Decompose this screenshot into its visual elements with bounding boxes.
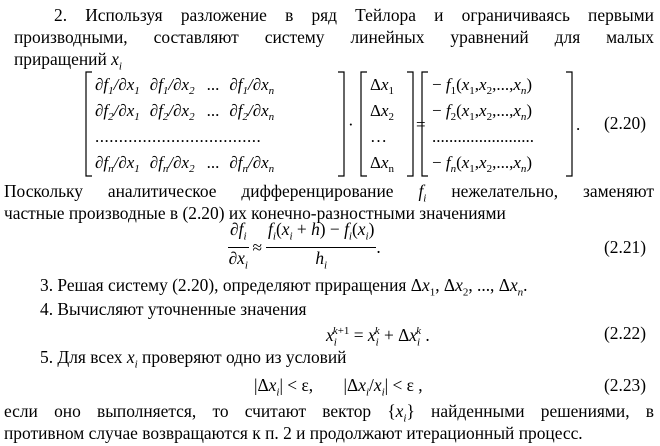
svg-text:Δxn: $\Delta x_n$ xyxy=(370,153,394,175)
para2-line2: частные производные в (2.20) их конечно-разностными значениями xyxy=(4,203,506,223)
equation-2-21: $\frac{\partial f_i}{\partial x_i}$ ≈ $\frac{f_i(x_i + h) - f_i(x_i)}{h_i}$ . xyxy=(228,219,381,271)
svg-text:·: · xyxy=(348,115,354,134)
svg-text:........................: ........................ xyxy=(432,127,534,146)
final-line1: если оно выполняется, то считают вектор $\{x_i\}$ найденными решениями, в xyxy=(4,401,655,425)
svg-text:..............................: ................................... xyxy=(95,127,262,146)
equation-number-2-20: (2.20) xyxy=(604,113,647,133)
item-3: 3. Решая систему (2.20), определяют приращения $\Delta x_1$, $\Delta x_2$, ..., $\Delta x_n$. xyxy=(40,275,528,299)
svg-text:…: … xyxy=(370,127,387,146)
equation-2-20 xyxy=(80,68,600,180)
para2-line1: Поскольку аналитическое дифференцирование $f_i$ нежелательно, заменяют xyxy=(4,181,654,205)
svg-text:∂f1/∂x1∂f1/∂x2...∂f1/∂xn: $\partial f_1/\partial x_1$ $\partial f_1/\partial x_2$ ... $\partial f_1/\partial x_n$ xyxy=(95,75,275,97)
equation-number-2-21: (2.21) xyxy=(604,237,647,257)
equation-2-23: $|\Delta x_i| < \varepsilon$, $|\Delta x_i/x_i| < \varepsilon$ , xyxy=(254,375,423,399)
para1-line2: производными, составляют систему линейных уравнений для малых xyxy=(14,27,654,47)
svg-text:− f1(x1,x2,...,xn): − $f_1(x_1,x_2,...,x_n)$ xyxy=(432,75,533,97)
svg-text:Δx2: $\Delta x_2$ xyxy=(370,101,394,123)
para1-line3: приращений $x_i$ xyxy=(14,49,122,73)
equation-2-22: $x_i^{k+1} = x_i^k + \Delta x_i^k$ . xyxy=(326,324,430,349)
equation-number-2-22: (2.22) xyxy=(604,323,647,343)
svg-text:=: = xyxy=(416,115,426,134)
item-4: 4. Вычисляют уточненные значения xyxy=(40,299,307,319)
svg-text:.: . xyxy=(576,115,581,134)
svg-text:∂f2/∂x1∂f2/∂x2...∂f2/∂xn: $\partial f_2/\partial x_1$ $\partial f_2/\partial x_2$ ... $\partial f_2/\partial x_n$ xyxy=(95,101,275,123)
equation-number-2-23: (2.23) xyxy=(604,375,647,395)
svg-text:− fn(x1,x2,...,xn): − $f_n(x_1,x_2,...,x_n)$ xyxy=(432,153,533,175)
svg-text:∂fn/∂x1∂fn/∂x2...∂fn/∂xn: $\partial f_n/\partial x_1$ $\partial f_n/\partial x_2$ ... $\partial f_n/\partial x_n$ xyxy=(95,153,275,175)
final-line2: противном случае возвращаются к п. 2 и продолжают итерационный процесс. xyxy=(4,423,583,443)
para1-line1: 2. Используя разложение в ряд Тейлора и ограничиваясь первыми xyxy=(54,5,654,25)
item-5: 5. Для всех $x_i$ проверяют одно из условий xyxy=(40,347,347,371)
svg-text:Δx1: $\Delta x_1$ xyxy=(370,75,394,97)
svg-text:− f2(x1,x2,...,xn): − $f_2(x_1,x_2,...,x_n)$ xyxy=(432,101,533,123)
